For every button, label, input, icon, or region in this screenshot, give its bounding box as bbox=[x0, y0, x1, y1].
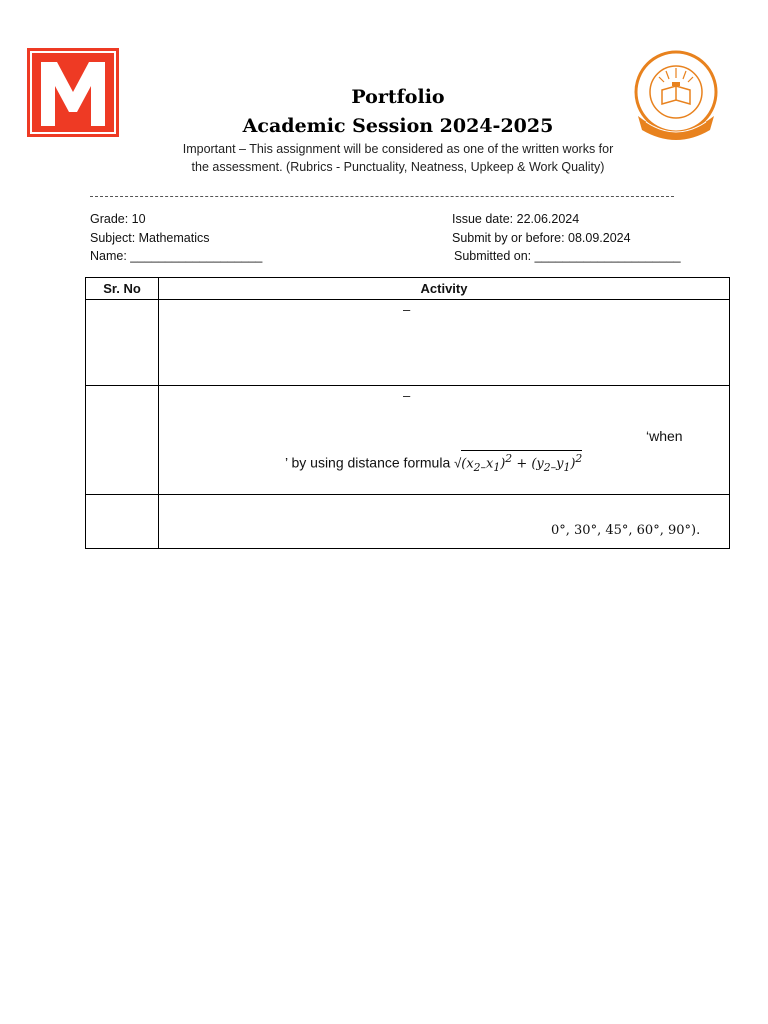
activity-dash: – bbox=[403, 388, 411, 403]
table-row bbox=[86, 300, 730, 386]
header-sr-no: Sr. No bbox=[86, 278, 159, 300]
distance-formula-line bbox=[285, 450, 582, 474]
formula-prefix: ’ by using distance formula bbox=[285, 454, 451, 471]
activity-cell bbox=[159, 300, 730, 386]
activity-cell bbox=[159, 495, 730, 549]
sr-no-cell bbox=[86, 386, 159, 495]
grade-field: Grade: 10 bbox=[90, 212, 146, 226]
subject-field: Subject: Mathematics bbox=[90, 231, 210, 245]
submit-by-field: Submit by or before: 08.09.2024 bbox=[452, 231, 631, 245]
angles-text: 0°, 30°, 45°, 60°, 90°). bbox=[551, 523, 701, 538]
activity-cell bbox=[159, 386, 730, 495]
issue-date-field: Issue date: 22.06.2024 bbox=[452, 212, 580, 226]
table-header-row bbox=[86, 278, 730, 300]
important-note-line1: Important – This assignment will be considered as one of the written works for bbox=[182, 142, 614, 156]
activity-table bbox=[85, 277, 730, 549]
header-activity: Activity bbox=[159, 278, 730, 300]
page-title: Portfolio bbox=[351, 86, 445, 108]
separator-line bbox=[90, 196, 674, 197]
name-field: Name: ___________________ bbox=[90, 249, 263, 263]
activity-dash: – bbox=[403, 302, 411, 317]
session-title: Academic Session 2024-2025 bbox=[242, 115, 554, 137]
table-row bbox=[86, 386, 730, 495]
submitted-on-field: Submitted on: _____________________ bbox=[454, 249, 681, 263]
table-row bbox=[86, 495, 730, 549]
sr-no-cell bbox=[86, 300, 159, 386]
distance-formula: $√(x_{2-}x_1)^2 + (y_{2-}y_1)^2$ bbox=[454, 452, 583, 474]
sr-no-cell bbox=[86, 495, 159, 549]
important-note-line2: the assessment. (Rubrics - Punctuality, Neatness, Upkeep & Work Quality) bbox=[191, 160, 605, 174]
when-text: ‘when bbox=[646, 428, 683, 444]
